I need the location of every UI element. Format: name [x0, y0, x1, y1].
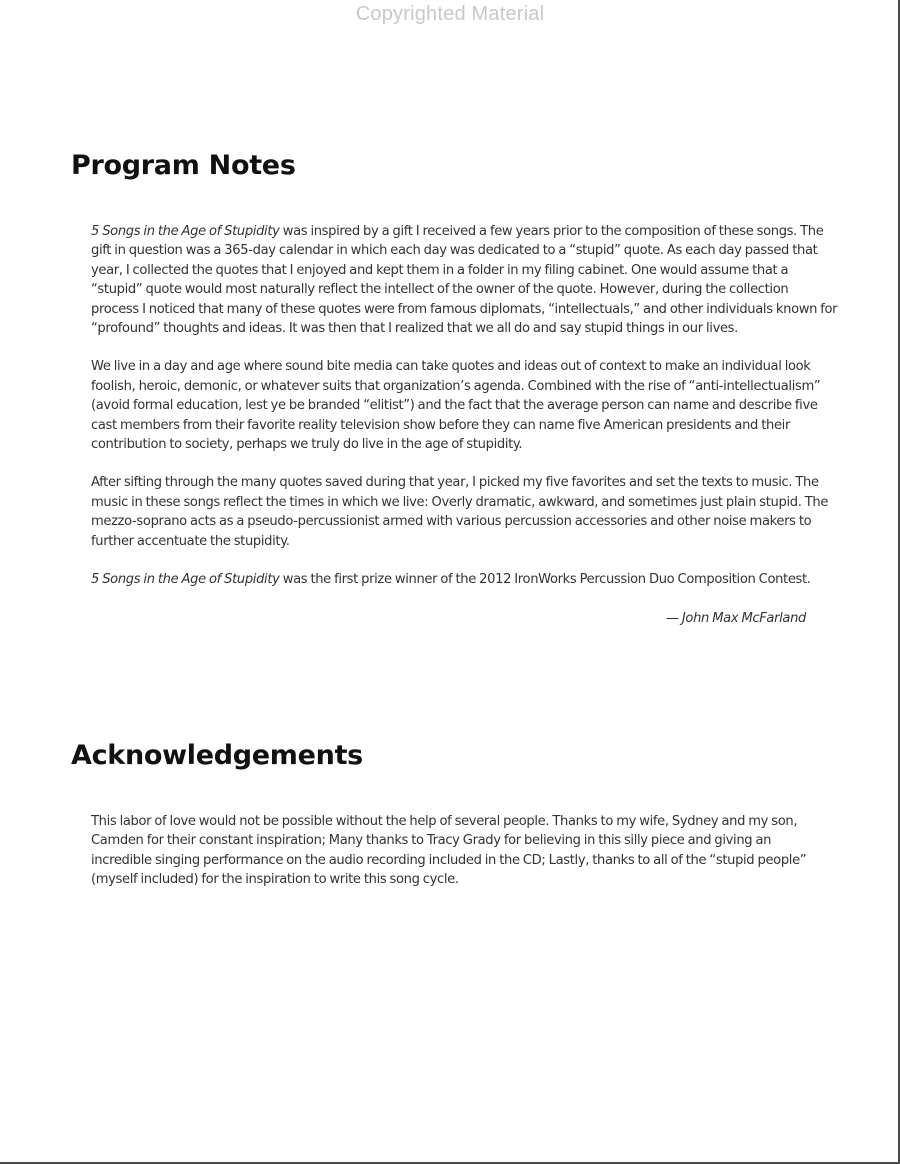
copyright-watermark: Copyrighted Material [355, 3, 545, 25]
program-notes-heading: Program Notes [71, 150, 296, 181]
paragraph-text: was inspired by a gift I received a few years prior to the composition of these songs. The gift in question was a 365-day calendar in which each day was dedicated to a “stupid” quote. As each day passed that year, I collected the quotes that I enjoyed and kept them in a folder in my filing cabinet. One would assume that a “stupid” quote would most naturally reflect the intellect of the owner of the quote. However, during the collection process I noticed that many of these quotes were from famous diplomats, “intellectuals,” and other individuals known for “profound” thoughts and ideas. It was then that I realized that we all do and say stupid things in our lives. [91, 224, 838, 337]
acknowledgements-heading: Acknowledgements [71, 740, 363, 771]
author-signature: — John Max McFarland [665, 610, 806, 626]
program-notes-paragraph-3: After sifting through the many quotes saved during that year, I picked my five favorites and set the texts to music. The music in these songs reflect the times in which we live: Overly dramatic, awkward, and sometimes just plain stupid. The mezzo-soprano acts as a pseudo-percussionist armed with various percussion accessories and other noise makers to further accentuate the stupidity. [91, 475, 829, 549]
acknowledgements-body [91, 812, 831, 909]
program-notes-paragraph-2: We live in a day and age where sound bite media can take quotes and ideas out of context to make an individual look foolish, heroic, demonic, or whatever suits that organization’s agenda. Combined with the rise of “anti-intellectualism” (avoid formal education, lest ye be branded “elitist”) and the fact that the average person can name and describe five cast members from their favorite reality television show before they can name five American presidents and their contribution to society, perhaps we truly do live in the age of stupidity. [91, 359, 821, 453]
paragraph-text: was the first prize winner of the 2012 IronWorks Percussion Duo Composition Contest. [279, 572, 811, 588]
program-notes-paragraph-1 [91, 222, 839, 338]
program-notes-body [91, 222, 839, 647]
program-notes-paragraph-4 [91, 570, 839, 589]
acknowledgements-paragraph: This labor of love would not be possible without the help of several people. Thanks to my wife, Sydney and my son, Camden for their constant inspiration; Many thanks to Tracy Grady for believing in this silly piece and giving an incredible singing performance on the audio recording included in the CD; Lastly, thanks to all of the “stupid people” (myself included) for the inspiration to write this song cycle. [91, 814, 807, 888]
work-title: 5 Songs in the Age of Stupidity [91, 572, 280, 588]
work-title: 5 Songs in the Age of Stupidity [91, 224, 280, 239]
